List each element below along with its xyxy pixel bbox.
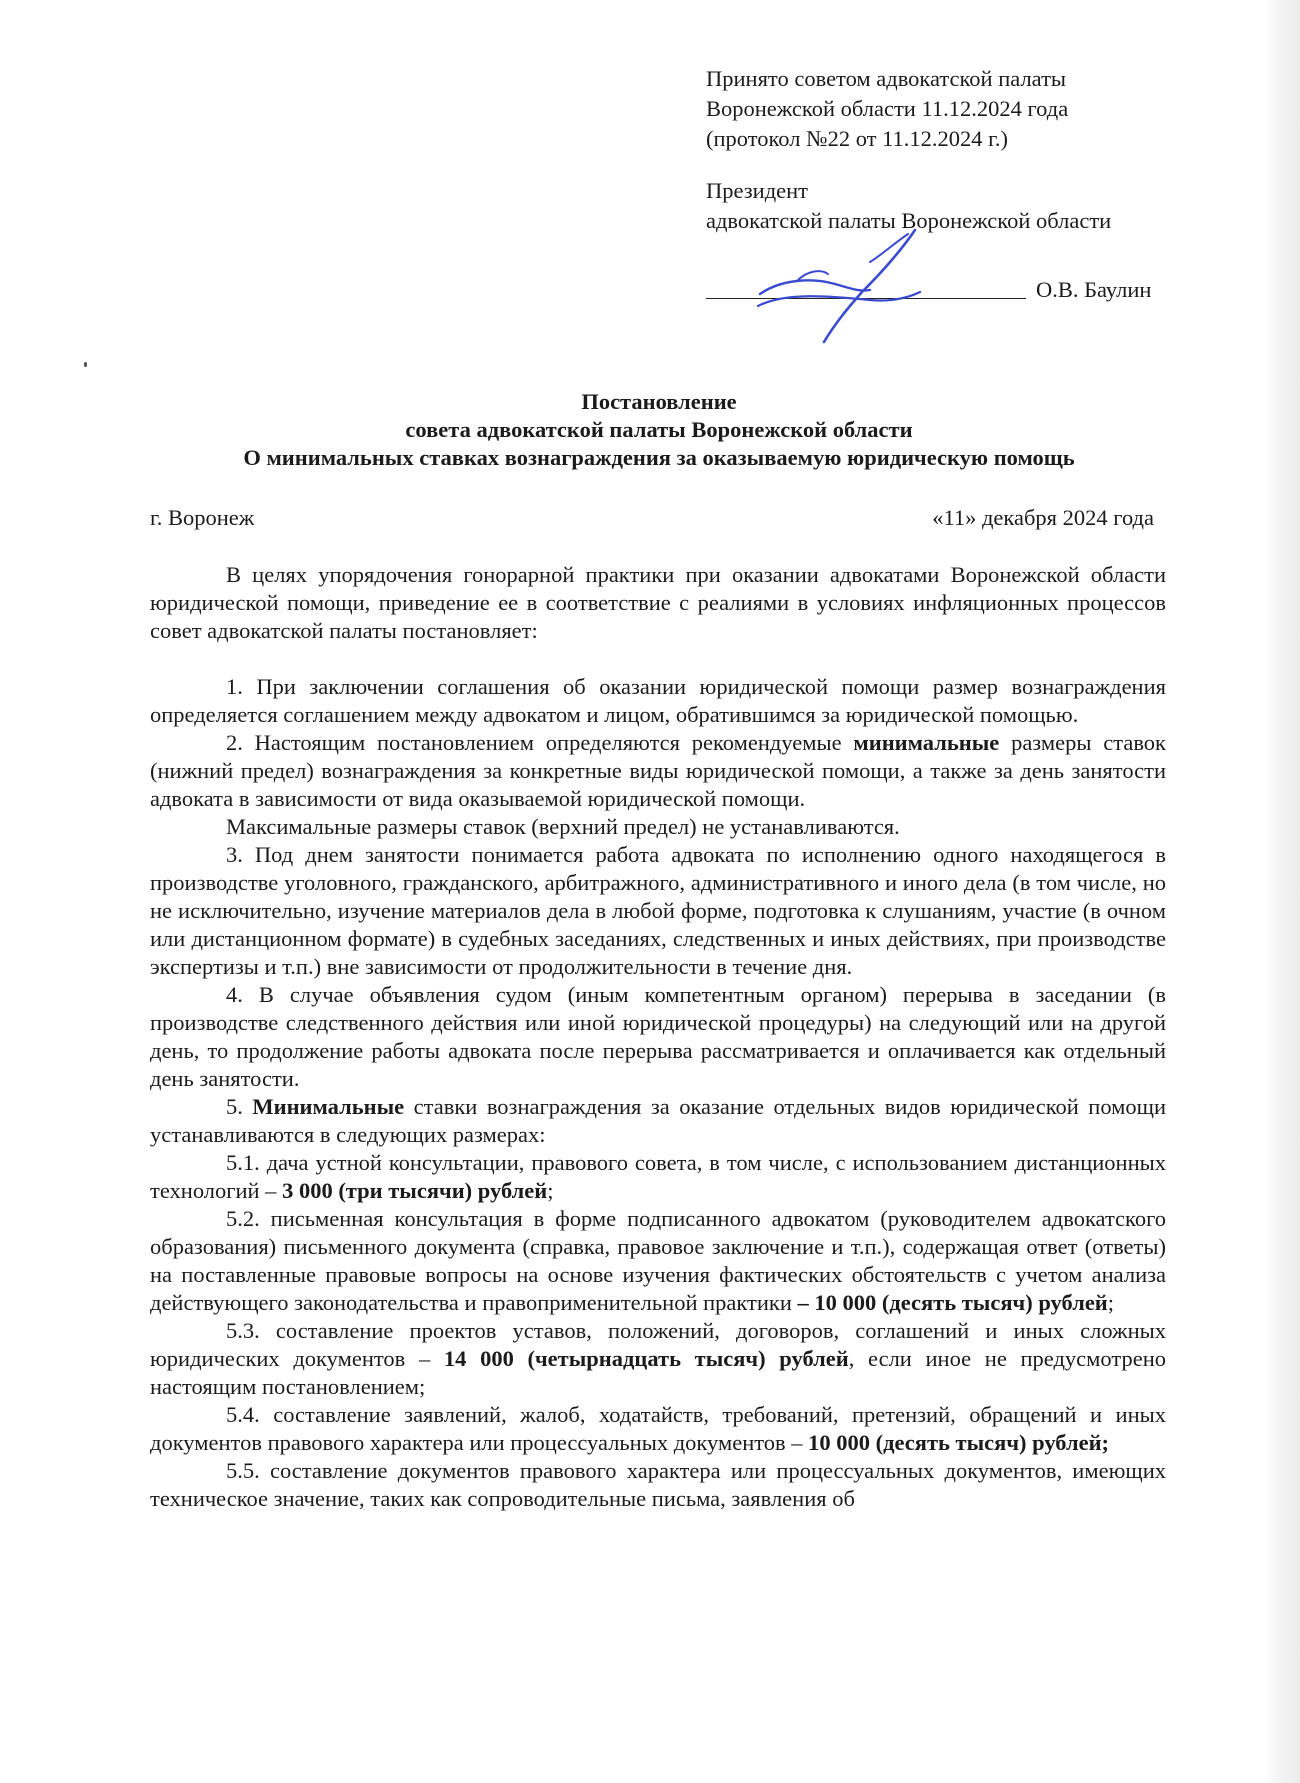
president-label: Президент bbox=[706, 178, 808, 203]
paragraph-5-4: 5.4. составление заявлений, жалоб, ходатайств, требований, претензий, обращений и иных документов правового характера или процессуальных документов – 10 000 (десять тысяч) рублей; bbox=[150, 1402, 1166, 1455]
paragraph-2-max: Максимальные размеры ставок (верхний предел) не устанавливаются. bbox=[226, 814, 900, 839]
signer-name: О.В. Баулин bbox=[1036, 277, 1152, 302]
scan-speck bbox=[84, 362, 87, 367]
paragraph-5: 5. Минимальные ставки вознаграждения за оказание отдельных видов юридической помощи устанавливаются в следующих размерах: bbox=[150, 1094, 1166, 1147]
approval-protocol: (протокол №22 от 11.12.2024 г.) bbox=[706, 126, 1008, 151]
paragraph-3: 3. Под днем занятости понимается работа адвоката по исполнению одного находящегося в производстве уголовного, гражданского, арбитражного, административного и иного дела (в том числе, но не исключительно, изучение материалов дела в любой форме, подготовка к слушаниям, участие (в очном или дистанционном формате) в судебных заседаниях, следственных и иных действиях, при производстве экспертизы и т.п.) вне зависимости от продолжительности в течение дня. bbox=[150, 842, 1166, 979]
title-line-3: О минимальных ставках вознаграждения за оказываемую юридическую помощь bbox=[243, 445, 1075, 470]
handwritten-signature bbox=[740, 222, 950, 352]
document-title bbox=[150, 388, 1168, 472]
approval-line-1: Принято советом адвокатской палаты bbox=[706, 66, 1067, 91]
scan-edge-shadow bbox=[1264, 0, 1300, 1783]
title-line-1: Постановление bbox=[581, 389, 737, 414]
document-body bbox=[150, 561, 1166, 1513]
paragraph-4: 4. В случае объявления судом (иным компетентным органом) перерыва в заседании (в производстве следственного действия или иной юридической процедуры) на следующий или на другой день, то продолжение работы адвоката после перерыва рассматривается и оплачивается как отдельный день занятости. bbox=[150, 982, 1166, 1091]
preamble: В целях упорядочения гонорарной практики при оказании адвокатами Воронежской области юридической помощи, приведение ее в соответствие с реалиями в условиях инфляционных процессов совет адвокатской палаты постановляет: bbox=[150, 562, 1166, 643]
paragraph-5-2: 5.2. письменная консультация в форме подписанного адвокатом (руководителем адвокатского образования) письменного документа (справка, правовое заключение и т.п.), содержащая ответ (ответы) на поставленные правовые вопросы на основе изучения фактических обстоятельств с учетом анализа действующего законодательства и правоприменительной практики – 10 000 (десять тысяч) рублей; bbox=[150, 1206, 1166, 1315]
paragraph-5-5: 5.5. составление документов правового характера или процессуальных документов, имеющих техническое значение, таких как сопроводительные письма, заявления об bbox=[150, 1458, 1166, 1511]
paragraph-5-1: 5.1. дача устной консультации, правового совета, в том числе, с использованием дистанционных технологий – 3 000 (три тысячи) рублей; bbox=[150, 1150, 1166, 1203]
approval-line-2: Воронежской области 11.12.2024 года bbox=[706, 96, 1069, 121]
place-date-row bbox=[150, 503, 1154, 533]
document-date: «11» декабря 2024 года bbox=[932, 505, 1154, 530]
paragraph-1: 1. При заключении соглашения об оказании юридической помощи размер вознаграждения определяется соглашением между адвокатом и лицом, обратившимся за юридической помощью. bbox=[150, 674, 1166, 727]
title-line-2: совета адвокатской палаты Воронежской области bbox=[405, 417, 913, 442]
city: г. Воронеж bbox=[150, 505, 255, 530]
paragraph-5-3: 5.3. составление проектов уставов, положений, договоров, соглашений и иных сложных юридических документов – 14 000 (четырнадцать тысяч) рублей, если иное не предусмотрено настоящим постановлением; bbox=[150, 1318, 1166, 1399]
paragraph-2: 2. Настоящим постановлением определяются рекомендуемые минимальные размеры ставок (нижний предел) вознаграждения за конкретные виды юридической помощи, а также за день занятости адвоката в зависимости от вида оказываемой юридической помощи. bbox=[150, 730, 1166, 811]
approval-block bbox=[706, 64, 1176, 236]
president-org: адвокатской палаты Воронежской области bbox=[706, 208, 1112, 233]
